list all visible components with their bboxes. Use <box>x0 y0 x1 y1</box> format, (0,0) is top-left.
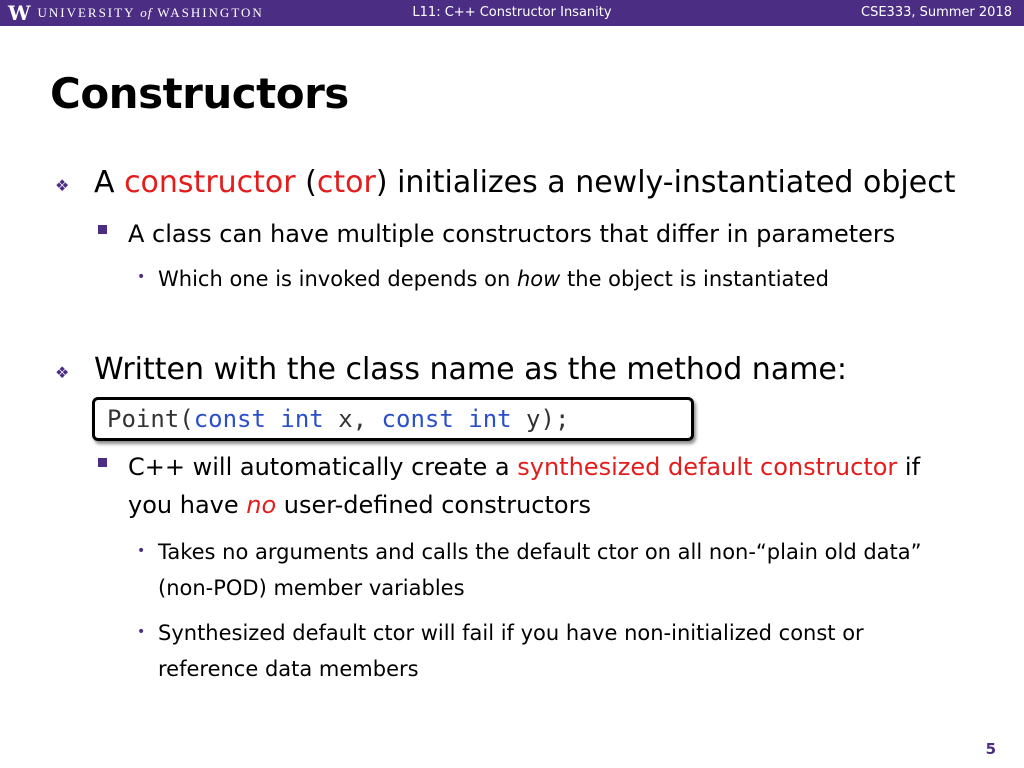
square-bullet-icon <box>98 225 107 234</box>
uw-w-logo-icon: W <box>8 1 30 25</box>
term-constructor: constructor <box>124 165 296 200</box>
term-synthesized-default-constructor: synthesized default constructor <box>517 453 898 481</box>
text: the object is instantiated <box>560 267 829 291</box>
emphasis-no: no <box>246 491 277 519</box>
wordmark-of: of <box>140 5 153 20</box>
bullet-class-name: Written with the class name as the method name: <box>94 352 847 387</box>
wordmark-university: UNIVERSITY <box>37 5 135 20</box>
text: C++ will automatically create a <box>128 453 518 481</box>
bullet-synthesized-constructor <box>128 448 968 524</box>
text: A <box>94 165 125 200</box>
slide-title: Constructors <box>50 69 349 118</box>
emphasis-how: how <box>517 267 561 291</box>
code-text: y); <box>511 405 570 433</box>
dot-bullet-icon: • <box>137 269 146 285</box>
code-keyword: const int <box>381 405 512 433</box>
bullet-no-arguments: Takes no arguments and calls the default ctor on all non-“plain old data” (non-POD) member variables <box>158 540 922 600</box>
code-text: x, <box>323 405 382 433</box>
course-label: CSE333, Summer 2018 <box>861 5 1012 20</box>
code-text: Point( <box>107 405 194 433</box>
header-bar <box>0 0 1024 26</box>
diamond-bullet-icon: ❖ <box>55 176 70 195</box>
square-bullet-icon <box>98 458 107 467</box>
text: user-defined constructors <box>276 491 591 519</box>
dot-bullet-icon: • <box>137 543 146 559</box>
term-ctor: ctor <box>316 165 376 200</box>
bullet-invocation <box>158 261 978 297</box>
page-number: 5 <box>985 740 996 758</box>
diamond-bullet-icon: ❖ <box>55 363 70 382</box>
text: if you have <box>128 453 921 519</box>
text: Which one is invoked depends on <box>158 267 517 291</box>
wordmark-washington: WASHINGTON <box>157 5 264 20</box>
text: ( <box>295 165 317 200</box>
bullet-fail-condition: Synthesized default ctor will fail if you have non-initialized const or reference data members <box>158 621 864 681</box>
text: ) initializes a newly-instantiated object <box>375 165 956 200</box>
code-keyword: const int <box>193 405 324 433</box>
code-snippet <box>92 397 694 441</box>
bullet-constructor-definition <box>94 164 955 202</box>
dot-bullet-icon: • <box>137 624 146 640</box>
lecture-title: L11: C++ Constructor Insanity <box>412 5 612 20</box>
bullet-multiple-constructors: A class can have multiple constructors that differ in parameters <box>128 220 896 248</box>
